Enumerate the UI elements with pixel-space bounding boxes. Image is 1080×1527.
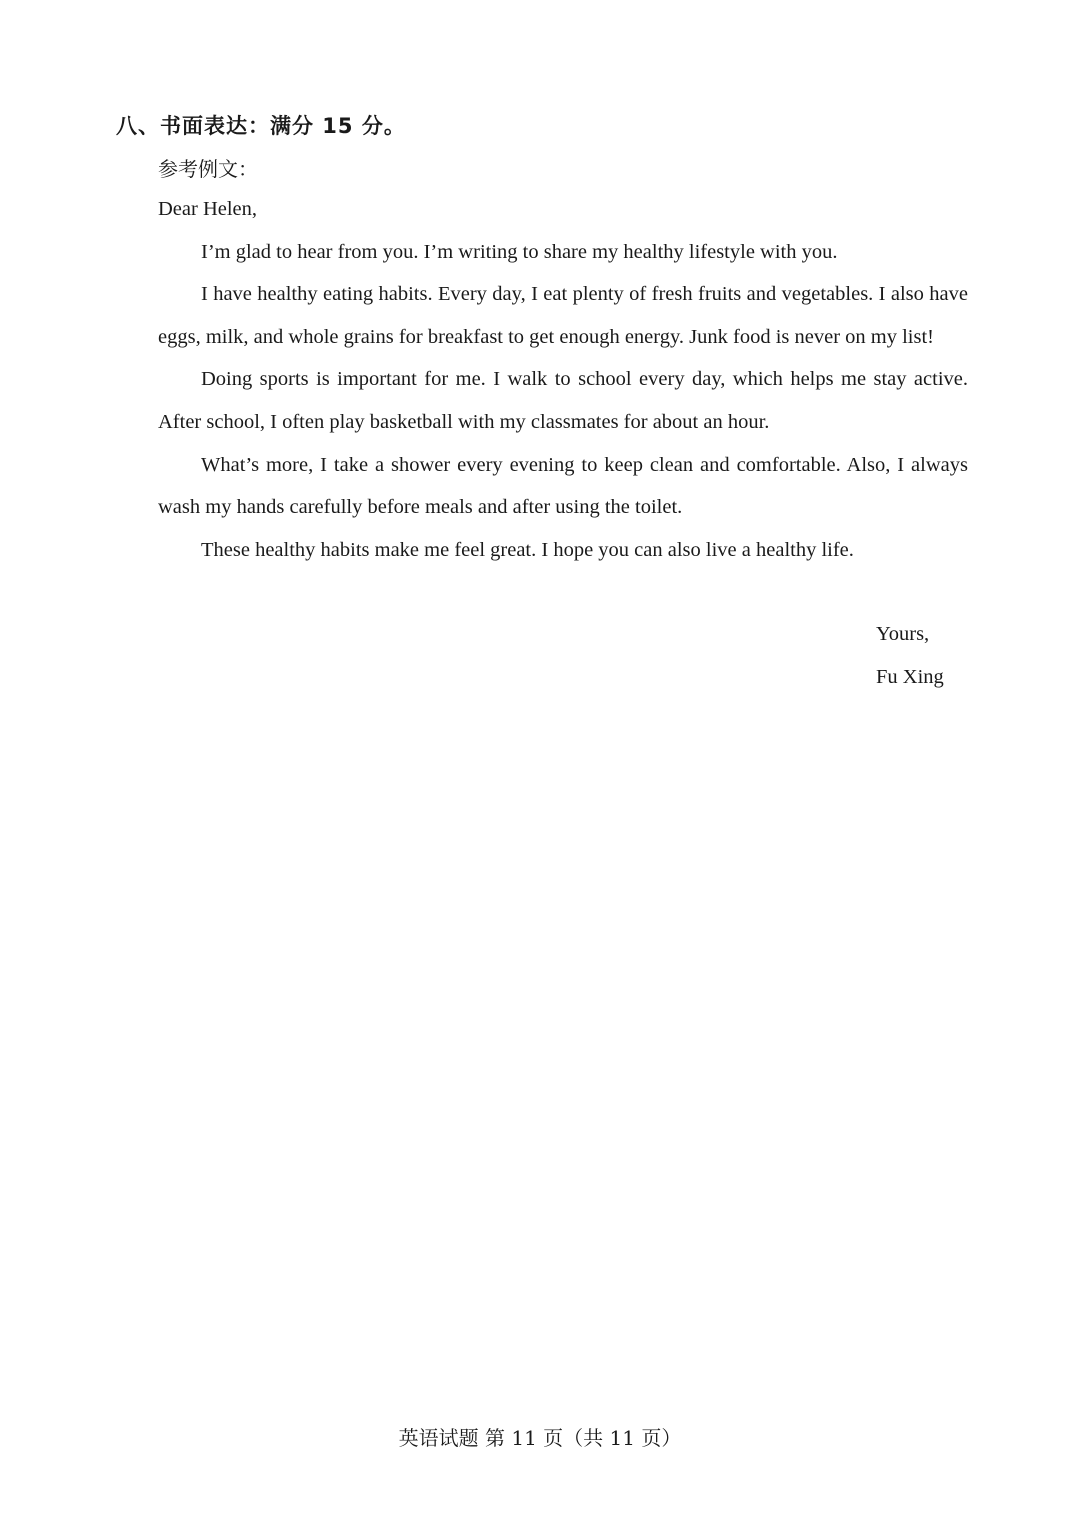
letter-paragraph: These healthy habits make me feel great. I hope you can also live a healthy life. xyxy=(201,538,854,561)
letter-paragraph: Doing sports is important for me. I walk to school every day, which helps me stay active. After school, I often play basketball with my classmates for about an hour. xyxy=(158,368,968,433)
letter-paragraph: What’s more, I take a shower every evening to keep clean and comfortable. Also, I always wash my hands carefully before meals and after using the toilet. xyxy=(158,453,968,519)
letter-greeting: Dear Helen, xyxy=(158,198,258,220)
letter-closing-block xyxy=(876,613,944,698)
page-footer: 英语试题 第 11 页（共 11 页） xyxy=(398,1426,682,1450)
sample-letter xyxy=(158,188,968,571)
reference-essay-label: 参考例文： xyxy=(158,157,258,181)
section-title: 八、书面表达：满分 15 分。 xyxy=(116,114,406,138)
letter-closing: Yours, xyxy=(876,623,930,645)
letter-paragraph: I’m glad to hear from you. I’m writing to share my healthy lifestyle with you. xyxy=(201,240,838,263)
letter-signature: Fu Xing xyxy=(876,665,944,688)
letter-paragraph: I have healthy eating habits. Every day, I eat plenty of fresh fruits and vegetables. I also have eggs, milk, and whole grains for breakfast to get enough energy. Junk food is never on my list! xyxy=(158,283,968,348)
